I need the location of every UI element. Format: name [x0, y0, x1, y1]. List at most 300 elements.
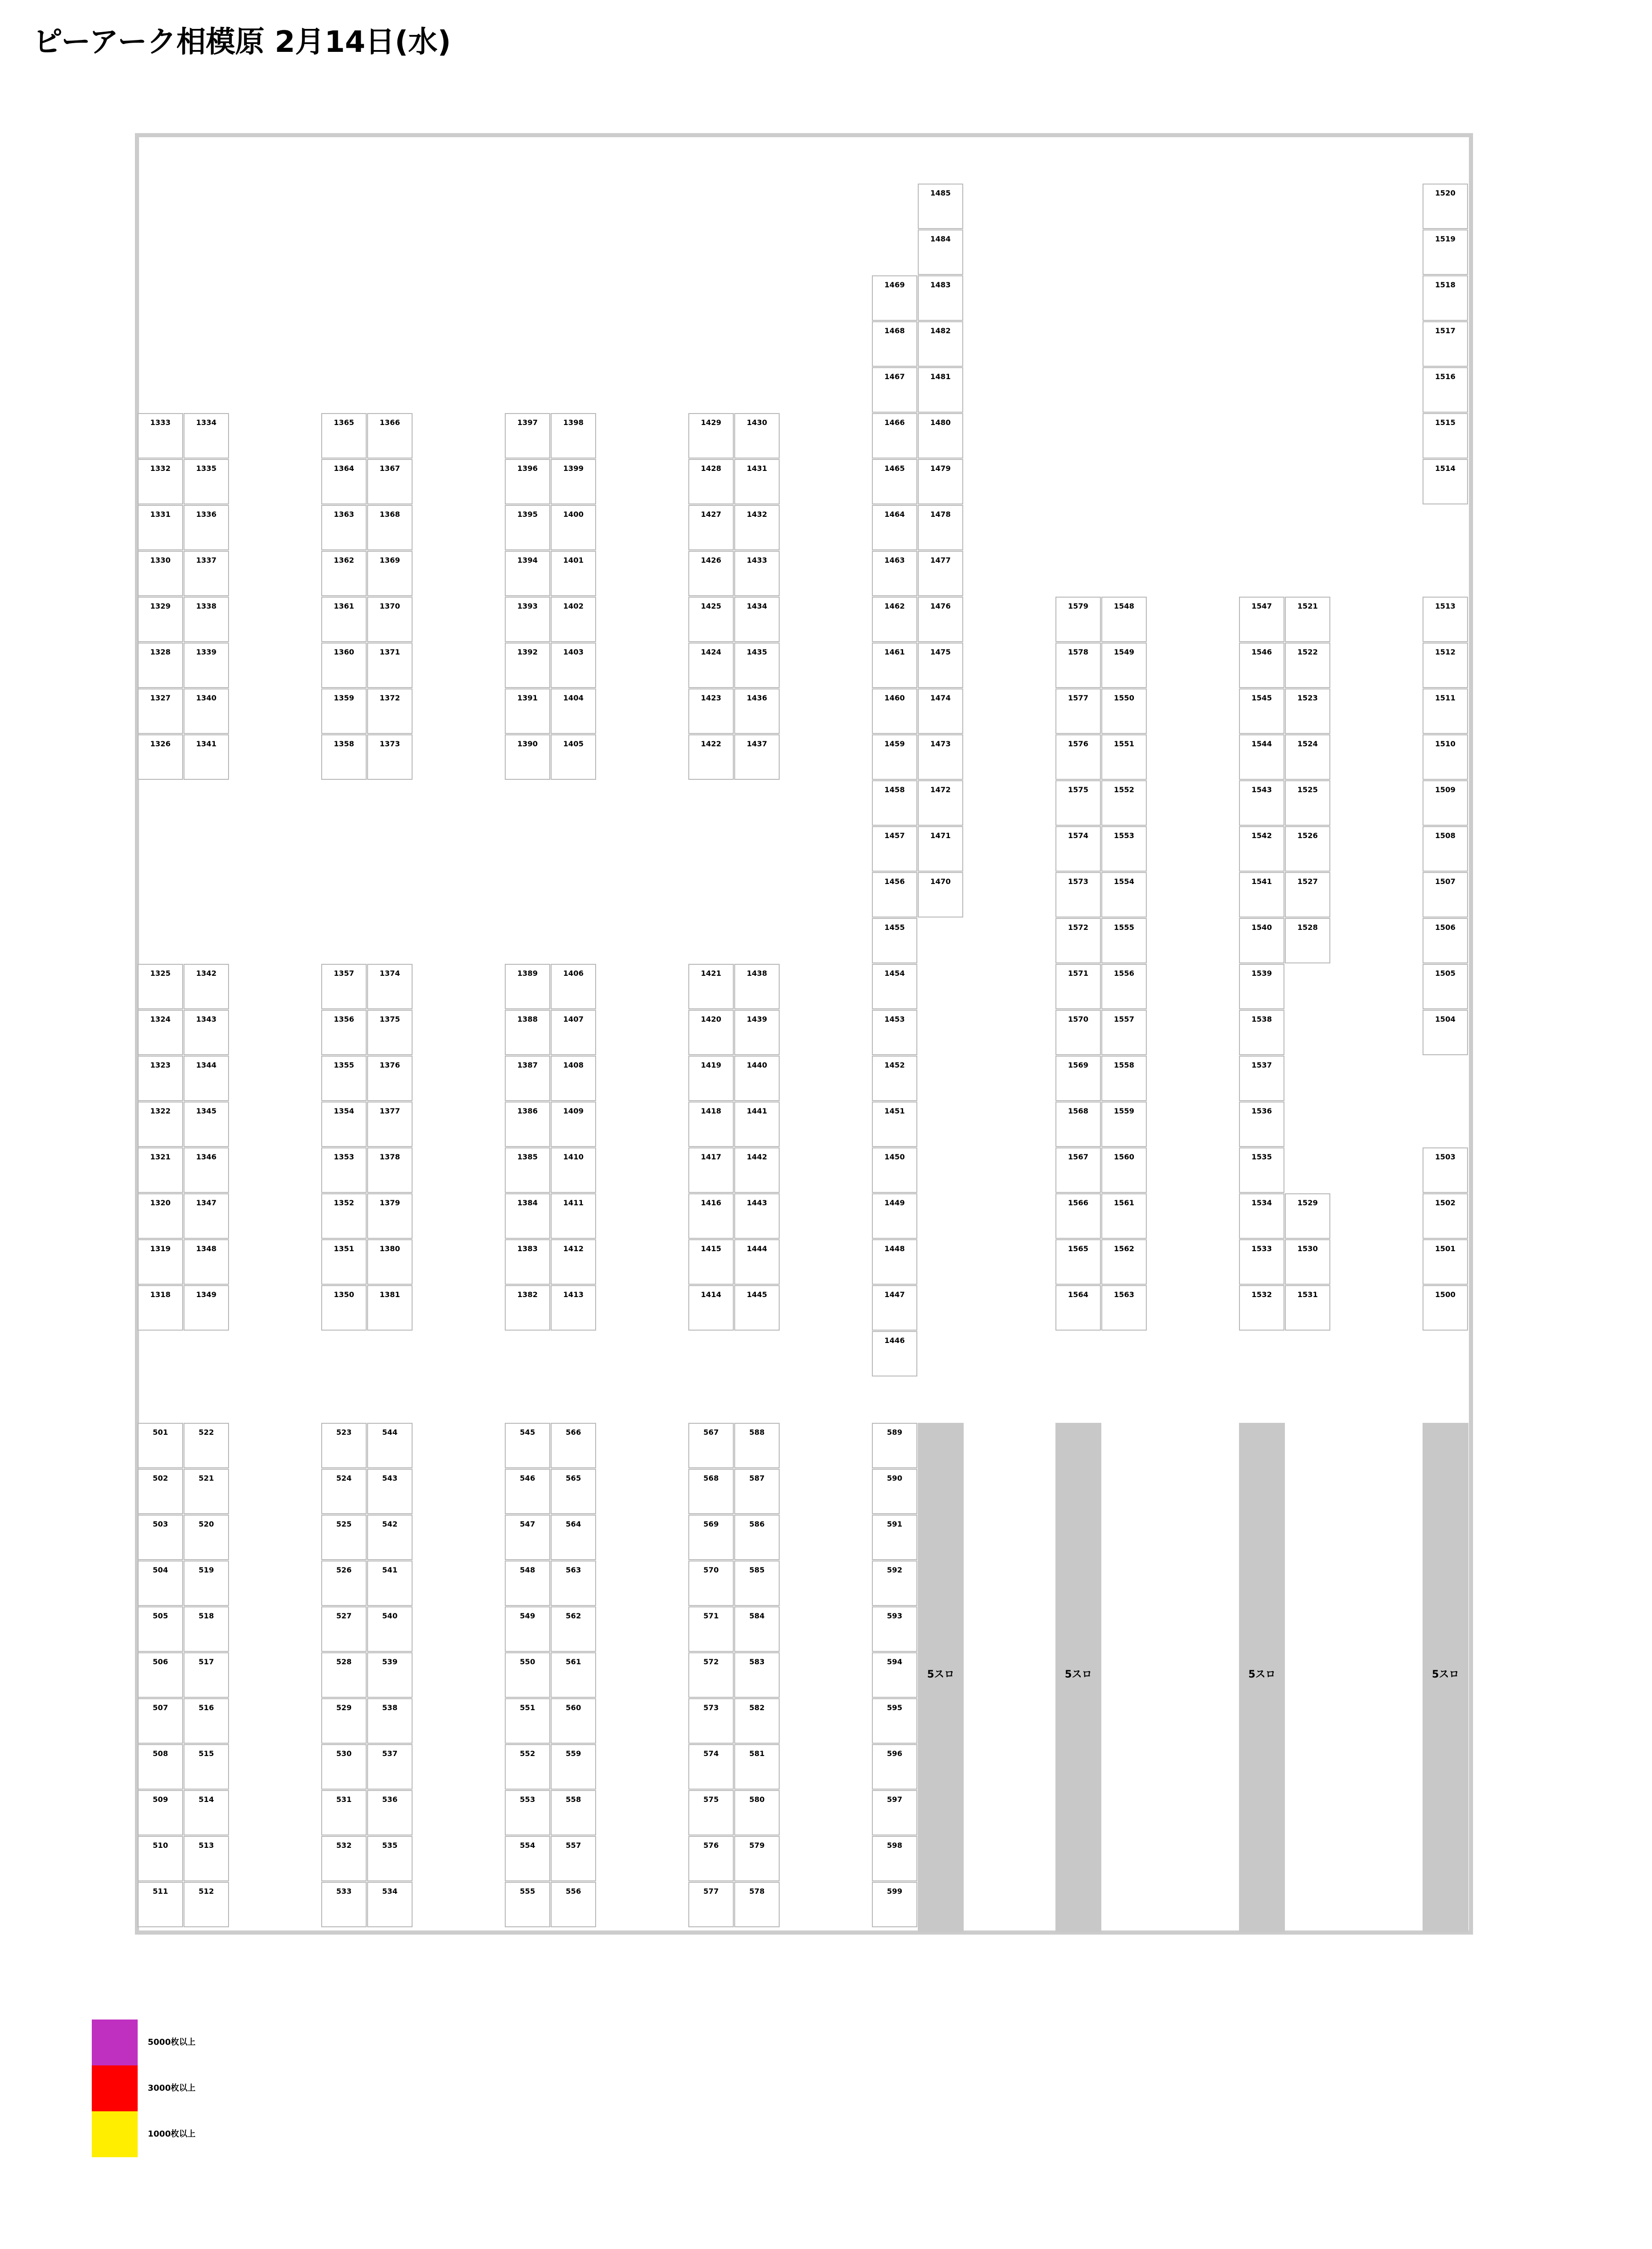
machine-seat[interactable]: [872, 1698, 917, 1744]
machine-seat[interactable]: [1101, 872, 1147, 918]
machine-seat[interactable]: [918, 551, 963, 596]
machine-seat[interactable]: [734, 1606, 780, 1652]
machine-seat[interactable]: [918, 229, 963, 275]
machine-seat[interactable]: [1423, 184, 1468, 229]
machine-seat[interactable]: [367, 643, 413, 688]
machine-seat[interactable]: [1101, 643, 1147, 688]
machine-seat[interactable]: [688, 1744, 734, 1790]
machine-seat[interactable]: [872, 367, 917, 413]
machine-seat[interactable]: [734, 1698, 780, 1744]
machine-seat[interactable]: [184, 1147, 229, 1193]
machine-seat[interactable]: [551, 688, 596, 734]
machine-seat[interactable]: [551, 413, 596, 459]
machine-seat[interactable]: [505, 1606, 550, 1652]
machine-seat[interactable]: [505, 1790, 550, 1835]
machine-seat[interactable]: [551, 1423, 596, 1468]
machine-seat[interactable]: [138, 1423, 183, 1468]
machine-seat[interactable]: [872, 1147, 917, 1193]
machine-seat[interactable]: [505, 1882, 550, 1927]
machine-seat[interactable]: [184, 1652, 229, 1698]
machine-seat[interactable]: [872, 275, 917, 321]
machine-seat[interactable]: [367, 597, 413, 642]
machine-seat[interactable]: [138, 1561, 183, 1606]
machine-seat[interactable]: [1101, 688, 1147, 734]
machine-seat[interactable]: [1423, 413, 1468, 459]
machine-seat[interactable]: [918, 643, 963, 688]
machine-seat[interactable]: [184, 1285, 229, 1331]
machine-seat[interactable]: [1239, 1147, 1284, 1193]
machine-seat[interactable]: [321, 1698, 367, 1744]
machine-seat[interactable]: [138, 1239, 183, 1285]
machine-seat[interactable]: [1101, 918, 1147, 963]
machine-seat[interactable]: [138, 1790, 183, 1835]
machine-seat[interactable]: [321, 1193, 367, 1239]
machine-seat[interactable]: [184, 1836, 229, 1881]
machine-seat[interactable]: [872, 1102, 917, 1147]
machine-seat[interactable]: [872, 1239, 917, 1285]
machine-seat[interactable]: [1055, 643, 1101, 688]
machine-seat[interactable]: [1423, 964, 1468, 1009]
machine-seat[interactable]: [1101, 1239, 1147, 1285]
machine-seat[interactable]: [872, 1561, 917, 1606]
machine-seat[interactable]: [138, 1285, 183, 1331]
machine-seat[interactable]: [1239, 1239, 1284, 1285]
machine-seat[interactable]: [321, 1102, 367, 1147]
machine-seat[interactable]: [551, 1102, 596, 1147]
machine-seat[interactable]: [138, 1010, 183, 1055]
machine-seat[interactable]: [918, 734, 963, 780]
machine-seat[interactable]: [184, 1698, 229, 1744]
machine-seat[interactable]: [505, 643, 550, 688]
machine-seat[interactable]: [138, 413, 183, 459]
machine-seat[interactable]: [1055, 780, 1101, 826]
machine-seat[interactable]: [505, 1423, 550, 1468]
machine-seat[interactable]: [551, 505, 596, 550]
machine-seat[interactable]: [872, 1469, 917, 1514]
machine-seat[interactable]: [872, 459, 917, 504]
machine-seat[interactable]: [1423, 826, 1468, 872]
machine-seat[interactable]: [505, 734, 550, 780]
machine-seat[interactable]: [872, 1331, 917, 1376]
machine-seat[interactable]: [1055, 872, 1101, 918]
machine-seat[interactable]: [138, 964, 183, 1009]
machine-seat[interactable]: [551, 1239, 596, 1285]
machine-seat[interactable]: [688, 1790, 734, 1835]
machine-seat[interactable]: [184, 413, 229, 459]
machine-seat[interactable]: [184, 1423, 229, 1468]
machine-seat[interactable]: [918, 505, 963, 550]
machine-seat[interactable]: [734, 1515, 780, 1560]
machine-seat[interactable]: [505, 964, 550, 1009]
machine-seat[interactable]: [734, 1652, 780, 1698]
machine-seat[interactable]: [688, 551, 734, 596]
machine-seat[interactable]: [1239, 734, 1284, 780]
machine-seat[interactable]: [918, 826, 963, 872]
machine-seat[interactable]: [734, 688, 780, 734]
machine-seat[interactable]: [688, 597, 734, 642]
machine-seat[interactable]: [184, 1744, 229, 1790]
machine-seat[interactable]: [551, 1010, 596, 1055]
machine-seat[interactable]: [321, 1652, 367, 1698]
machine-seat[interactable]: [551, 1836, 596, 1881]
machine-seat[interactable]: [321, 505, 367, 550]
machine-seat[interactable]: [184, 1561, 229, 1606]
machine-seat[interactable]: [688, 964, 734, 1009]
machine-seat[interactable]: [734, 1239, 780, 1285]
machine-seat[interactable]: [367, 505, 413, 550]
machine-seat[interactable]: [1423, 780, 1468, 826]
machine-seat[interactable]: [872, 1423, 917, 1468]
machine-seat[interactable]: [367, 1698, 413, 1744]
machine-seat[interactable]: [321, 459, 367, 504]
machine-seat[interactable]: [184, 1056, 229, 1101]
machine-seat[interactable]: [138, 1652, 183, 1698]
machine-seat[interactable]: [918, 780, 963, 826]
machine-seat[interactable]: [138, 1698, 183, 1744]
machine-seat[interactable]: [1423, 1010, 1468, 1055]
machine-seat[interactable]: [138, 459, 183, 504]
machine-seat[interactable]: [872, 780, 917, 826]
machine-seat[interactable]: [321, 688, 367, 734]
machine-seat[interactable]: [138, 551, 183, 596]
machine-seat[interactable]: [505, 1744, 550, 1790]
machine-seat[interactable]: [1239, 780, 1284, 826]
machine-seat[interactable]: [138, 1056, 183, 1101]
machine-seat[interactable]: [184, 1790, 229, 1835]
machine-seat[interactable]: [1423, 597, 1468, 642]
machine-seat[interactable]: [367, 1010, 413, 1055]
machine-seat[interactable]: [1423, 688, 1468, 734]
machine-seat[interactable]: [321, 1285, 367, 1331]
machine-seat[interactable]: [1423, 459, 1468, 504]
machine-seat[interactable]: [321, 643, 367, 688]
machine-seat[interactable]: [734, 597, 780, 642]
machine-seat[interactable]: [918, 321, 963, 367]
machine-seat[interactable]: [505, 1561, 550, 1606]
machine-seat[interactable]: [688, 1102, 734, 1147]
machine-seat[interactable]: [872, 964, 917, 1009]
machine-seat[interactable]: [734, 734, 780, 780]
machine-seat[interactable]: [367, 1147, 413, 1193]
machine-seat[interactable]: [321, 734, 367, 780]
machine-seat[interactable]: [872, 1882, 917, 1927]
machine-seat[interactable]: [138, 688, 183, 734]
machine-seat[interactable]: [1101, 1147, 1147, 1193]
machine-seat[interactable]: [734, 1744, 780, 1790]
machine-seat[interactable]: [688, 1423, 734, 1468]
machine-seat[interactable]: [1285, 826, 1330, 872]
machine-seat[interactable]: [1101, 597, 1147, 642]
machine-seat[interactable]: [321, 413, 367, 459]
machine-seat[interactable]: [1423, 1239, 1468, 1285]
machine-seat[interactable]: [734, 413, 780, 459]
machine-seat[interactable]: [688, 1836, 734, 1881]
machine-seat[interactable]: [1055, 597, 1101, 642]
machine-seat[interactable]: [321, 1469, 367, 1514]
machine-seat[interactable]: [184, 688, 229, 734]
machine-seat[interactable]: [321, 1790, 367, 1835]
machine-seat[interactable]: [184, 1193, 229, 1239]
machine-seat[interactable]: [367, 1469, 413, 1514]
machine-seat[interactable]: [321, 1239, 367, 1285]
machine-seat[interactable]: [505, 1193, 550, 1239]
machine-seat[interactable]: [138, 597, 183, 642]
machine-seat[interactable]: [367, 1056, 413, 1101]
machine-seat[interactable]: [1423, 1285, 1468, 1331]
machine-seat[interactable]: [184, 1010, 229, 1055]
machine-seat[interactable]: [367, 1652, 413, 1698]
machine-seat[interactable]: [551, 964, 596, 1009]
machine-seat[interactable]: [688, 643, 734, 688]
machine-seat[interactable]: [872, 1193, 917, 1239]
machine-seat[interactable]: [505, 1147, 550, 1193]
machine-seat[interactable]: [321, 1744, 367, 1790]
machine-seat[interactable]: [367, 459, 413, 504]
machine-seat[interactable]: [688, 688, 734, 734]
machine-seat[interactable]: [688, 459, 734, 504]
machine-seat[interactable]: [184, 459, 229, 504]
machine-seat[interactable]: [551, 1744, 596, 1790]
machine-seat[interactable]: [184, 1515, 229, 1560]
machine-seat[interactable]: [1239, 597, 1284, 642]
machine-seat[interactable]: [367, 688, 413, 734]
machine-seat[interactable]: [321, 1836, 367, 1881]
machine-seat[interactable]: [321, 551, 367, 596]
machine-seat[interactable]: [138, 1836, 183, 1881]
machine-seat[interactable]: [688, 1056, 734, 1101]
machine-seat[interactable]: [367, 1102, 413, 1147]
machine-seat[interactable]: [367, 1239, 413, 1285]
machine-seat[interactable]: [551, 1193, 596, 1239]
machine-seat[interactable]: [321, 1882, 367, 1927]
machine-seat[interactable]: [138, 1882, 183, 1927]
machine-seat[interactable]: [918, 367, 963, 413]
machine-seat[interactable]: [551, 1606, 596, 1652]
machine-seat[interactable]: [734, 1423, 780, 1468]
machine-seat[interactable]: [872, 1285, 917, 1331]
machine-seat[interactable]: [1101, 1193, 1147, 1239]
machine-seat[interactable]: [1285, 872, 1330, 918]
machine-seat[interactable]: [1423, 918, 1468, 963]
machine-seat[interactable]: [734, 1056, 780, 1101]
machine-seat[interactable]: [1423, 872, 1468, 918]
machine-seat[interactable]: [138, 734, 183, 780]
machine-seat[interactable]: [184, 734, 229, 780]
machine-seat[interactable]: [505, 1652, 550, 1698]
machine-seat[interactable]: [688, 1469, 734, 1514]
machine-seat[interactable]: [138, 1606, 183, 1652]
machine-seat[interactable]: [1055, 688, 1101, 734]
machine-seat[interactable]: [1055, 964, 1101, 1009]
machine-seat[interactable]: [1055, 1010, 1101, 1055]
machine-seat[interactable]: [505, 505, 550, 550]
machine-seat[interactable]: [138, 1193, 183, 1239]
machine-seat[interactable]: [184, 1469, 229, 1514]
machine-seat[interactable]: [918, 597, 963, 642]
machine-seat[interactable]: [1055, 1102, 1101, 1147]
machine-seat[interactable]: [321, 1147, 367, 1193]
machine-seat[interactable]: [688, 413, 734, 459]
machine-seat[interactable]: [367, 1193, 413, 1239]
machine-seat[interactable]: [872, 1652, 917, 1698]
machine-seat[interactable]: [872, 551, 917, 596]
machine-seat[interactable]: [734, 1010, 780, 1055]
machine-seat[interactable]: [367, 413, 413, 459]
machine-seat[interactable]: [505, 1469, 550, 1514]
machine-seat[interactable]: [505, 1285, 550, 1331]
machine-seat[interactable]: [1101, 1285, 1147, 1331]
machine-seat[interactable]: [138, 1469, 183, 1514]
machine-seat[interactable]: [367, 1744, 413, 1790]
machine-seat[interactable]: [872, 1836, 917, 1881]
machine-seat[interactable]: [1423, 275, 1468, 321]
machine-seat[interactable]: [551, 597, 596, 642]
machine-seat[interactable]: [367, 1515, 413, 1560]
machine-seat[interactable]: [1285, 1285, 1330, 1331]
machine-seat[interactable]: [688, 1652, 734, 1698]
machine-seat[interactable]: [551, 1469, 596, 1514]
machine-seat[interactable]: [1239, 688, 1284, 734]
machine-seat[interactable]: [551, 734, 596, 780]
machine-seat[interactable]: [688, 505, 734, 550]
machine-seat[interactable]: [367, 1285, 413, 1331]
machine-seat[interactable]: [1423, 1147, 1468, 1193]
machine-seat[interactable]: [1055, 826, 1101, 872]
machine-seat[interactable]: [551, 459, 596, 504]
machine-seat[interactable]: [1239, 918, 1284, 963]
machine-seat[interactable]: [872, 688, 917, 734]
machine-seat[interactable]: [138, 643, 183, 688]
machine-seat[interactable]: [688, 1515, 734, 1560]
machine-seat[interactable]: [321, 964, 367, 1009]
machine-seat[interactable]: [184, 551, 229, 596]
machine-seat[interactable]: [872, 1515, 917, 1560]
machine-seat[interactable]: [1423, 229, 1468, 275]
machine-seat[interactable]: [1285, 643, 1330, 688]
machine-seat[interactable]: [734, 1193, 780, 1239]
machine-seat[interactable]: [734, 1790, 780, 1835]
machine-seat[interactable]: [184, 964, 229, 1009]
machine-seat[interactable]: [321, 1423, 367, 1468]
machine-seat[interactable]: [321, 1561, 367, 1606]
machine-seat[interactable]: [184, 1606, 229, 1652]
machine-seat[interactable]: [1423, 643, 1468, 688]
machine-seat[interactable]: [1239, 872, 1284, 918]
machine-seat[interactable]: [367, 551, 413, 596]
machine-seat[interactable]: [872, 321, 917, 367]
machine-seat[interactable]: [184, 597, 229, 642]
machine-seat[interactable]: [367, 734, 413, 780]
machine-seat[interactable]: [1055, 1285, 1101, 1331]
machine-seat[interactable]: [688, 1147, 734, 1193]
machine-seat[interactable]: [734, 1285, 780, 1331]
machine-seat[interactable]: [1101, 1010, 1147, 1055]
machine-seat[interactable]: [551, 1515, 596, 1560]
machine-seat[interactable]: [1423, 1193, 1468, 1239]
machine-seat[interactable]: [367, 1423, 413, 1468]
machine-seat[interactable]: [138, 1102, 183, 1147]
machine-seat[interactable]: [551, 1652, 596, 1698]
machine-seat[interactable]: [1239, 1056, 1284, 1101]
machine-seat[interactable]: [1285, 780, 1330, 826]
machine-seat[interactable]: [1423, 321, 1468, 367]
machine-seat[interactable]: [1101, 826, 1147, 872]
machine-seat[interactable]: [505, 1515, 550, 1560]
machine-seat[interactable]: [551, 1882, 596, 1927]
machine-seat[interactable]: [734, 1836, 780, 1881]
machine-seat[interactable]: [688, 1285, 734, 1331]
machine-seat[interactable]: [1239, 826, 1284, 872]
machine-seat[interactable]: [184, 1882, 229, 1927]
machine-seat[interactable]: [872, 918, 917, 963]
machine-seat[interactable]: [367, 1836, 413, 1881]
machine-seat[interactable]: [872, 1744, 917, 1790]
machine-seat[interactable]: [734, 964, 780, 1009]
machine-seat[interactable]: [184, 643, 229, 688]
machine-seat[interactable]: [551, 1285, 596, 1331]
machine-seat[interactable]: [321, 1056, 367, 1101]
machine-seat[interactable]: [688, 1561, 734, 1606]
machine-seat[interactable]: [1239, 1285, 1284, 1331]
machine-seat[interactable]: [1239, 964, 1284, 1009]
machine-seat[interactable]: [505, 1102, 550, 1147]
machine-seat[interactable]: [918, 872, 963, 918]
machine-seat[interactable]: [734, 505, 780, 550]
machine-seat[interactable]: [1055, 1193, 1101, 1239]
machine-seat[interactable]: [1285, 688, 1330, 734]
machine-seat[interactable]: [367, 964, 413, 1009]
machine-seat[interactable]: [1055, 1239, 1101, 1285]
machine-seat[interactable]: [138, 1744, 183, 1790]
machine-seat[interactable]: [872, 643, 917, 688]
machine-seat[interactable]: [734, 643, 780, 688]
machine-seat[interactable]: [1239, 1193, 1284, 1239]
machine-seat[interactable]: [688, 1193, 734, 1239]
machine-seat[interactable]: [872, 1606, 917, 1652]
machine-seat[interactable]: [734, 551, 780, 596]
machine-seat[interactable]: [872, 826, 917, 872]
machine-seat[interactable]: [688, 1698, 734, 1744]
machine-seat[interactable]: [1285, 597, 1330, 642]
machine-seat[interactable]: [184, 1102, 229, 1147]
machine-seat[interactable]: [1055, 1147, 1101, 1193]
machine-seat[interactable]: [688, 1882, 734, 1927]
machine-seat[interactable]: [1055, 918, 1101, 963]
machine-seat[interactable]: [184, 505, 229, 550]
machine-seat[interactable]: [505, 1010, 550, 1055]
machine-seat[interactable]: [734, 459, 780, 504]
machine-seat[interactable]: [688, 1010, 734, 1055]
machine-seat[interactable]: [551, 1790, 596, 1835]
machine-seat[interactable]: [505, 459, 550, 504]
machine-seat[interactable]: [321, 597, 367, 642]
machine-seat[interactable]: [551, 1147, 596, 1193]
machine-seat[interactable]: [367, 1790, 413, 1835]
machine-seat[interactable]: [1101, 734, 1147, 780]
machine-seat[interactable]: [321, 1606, 367, 1652]
machine-seat[interactable]: [872, 734, 917, 780]
machine-seat[interactable]: [505, 688, 550, 734]
machine-seat[interactable]: [1239, 643, 1284, 688]
machine-seat[interactable]: [1239, 1102, 1284, 1147]
machine-seat[interactable]: [918, 275, 963, 321]
machine-seat[interactable]: [1285, 1239, 1330, 1285]
machine-seat[interactable]: [321, 1010, 367, 1055]
machine-seat[interactable]: [1285, 918, 1330, 963]
machine-seat[interactable]: [505, 597, 550, 642]
machine-seat[interactable]: [184, 1239, 229, 1285]
machine-seat[interactable]: [1423, 367, 1468, 413]
